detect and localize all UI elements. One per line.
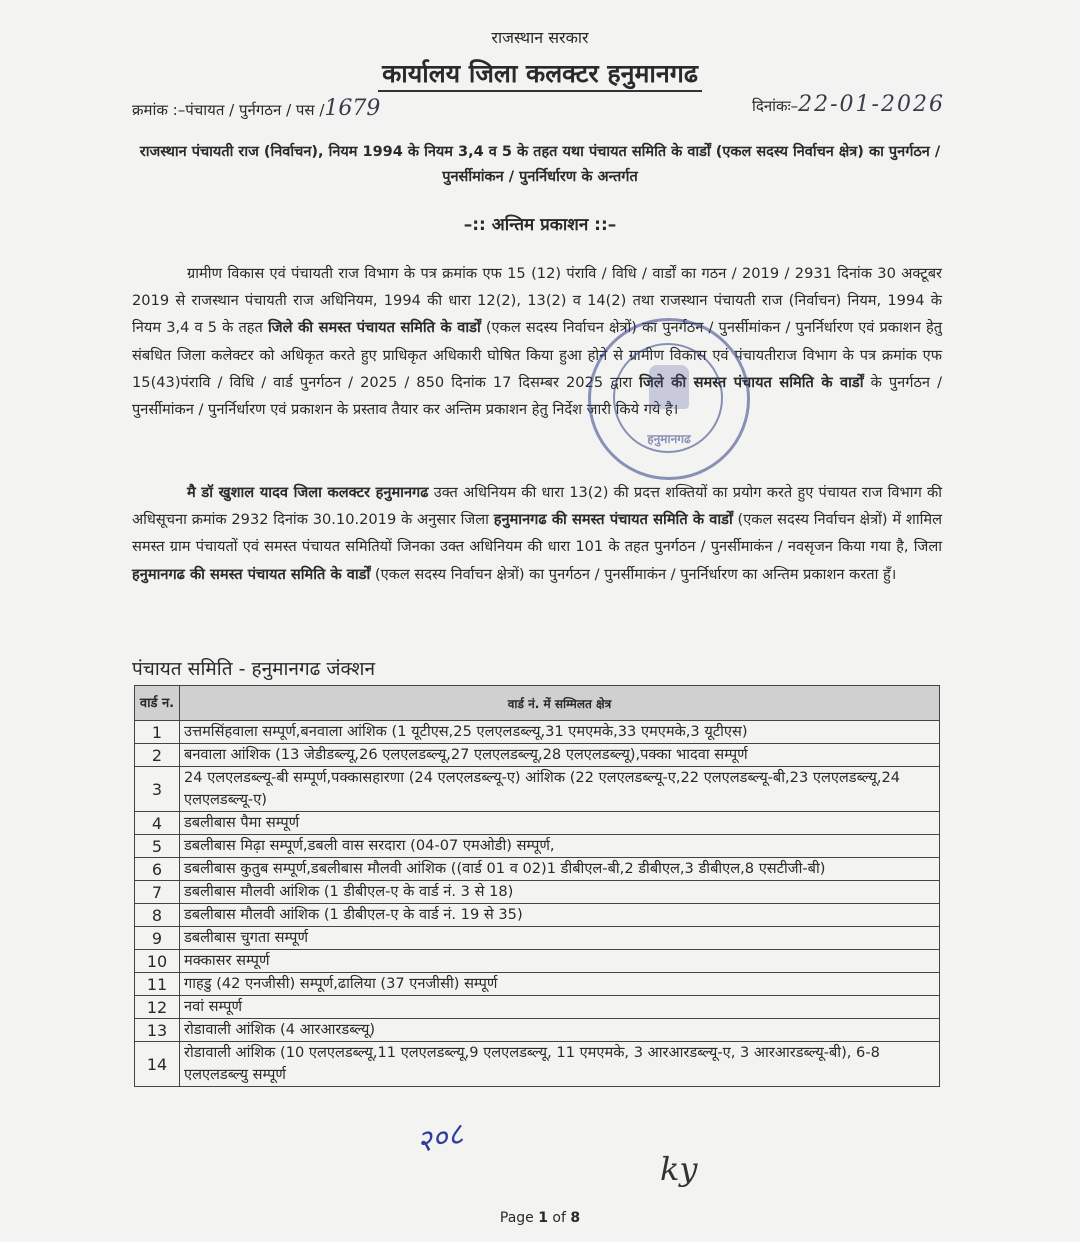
table-row — [135, 927, 940, 950]
ward-number: 14 — [135, 1042, 180, 1087]
ward-table — [134, 685, 940, 1087]
ward-area: बनवाला आंशिक (13 जेडीडब्ल्यू,26 एलएलडब्ल्यू,27 एलएलडब्ल्यू,28 एलएलडब्ल्यू),पक्का भादवा सम्पूर्ण — [180, 744, 940, 767]
table-row — [135, 767, 940, 812]
ward-number: 8 — [135, 904, 180, 927]
ward-number: 12 — [135, 996, 180, 1019]
ward-area: नवां सम्पूर्ण — [180, 996, 940, 1019]
ward-area: गाहडु (42 एनजीसी) सम्पूर्ण,ढालिया (37 एनजीसी) सम्पूर्ण — [180, 973, 940, 996]
section-title: पंचायत समिति - हनुमानगढ जंक्शन — [132, 658, 376, 680]
ward-area: रोडावाली आंशिक (10 एलएलडब्ल्यू,11 एलएलडब्ल्यू,9 एलएलडब्ल्यू, 11 एमएमके, 3 आरआरडब्ल्यू-ए, 3 आरआरडब्ल्यू-बी), 6-8 एलएलडब्ल्यु सम्पूर्ण — [180, 1042, 940, 1087]
signature-initial-1: २०८ — [413, 1116, 467, 1161]
paragraph-1-text-c: (एकल सदस्य निर्वाचन क्षेत्रों) का पुनर्गठन / पुनर्सीमांकन / पुनर्निर्धारण एवं प्रकाशन हेतु संबधित जिला कलेक्टर को अधिकृत करते हुए प्राधिकृत अधिकारी घोषित किया हुआ होने से ग्रामीण विकास एवं पंचायतीराज विभाग के पत्र क्रमांक एफ 15(43)पंरावि / विधि / वार्ड पुनर्गठन / 2025 / 850 दिनांक 17 दिसम्बर 2025 द्वारा — [132, 319, 943, 391]
ward-area: उत्तमसिंहवाला सम्पूर्ण,बनवाला आंशिक (1 यूटीएस,25 एलएलडब्ल्यू,31 एमएमके,33 एमएमके,3 यूटीएस) — [180, 721, 940, 744]
paragraph-2-bold-1: मै डॉ खुशाल यादव जिला कलक्टर हनुमानगढ — [187, 484, 429, 501]
paragraph-1-text-a: ग्रामीण विकास एवं पंचायती राज विभाग के पत्र क्रमांक एफ 15 (12) पंरावि / विधि / वार्डों का गठन / 2019 / 2931 दिनांक 30 अक्टूबर 2019 से राजस्थान पंचायती राज अधिनियम, 1994 की धारा 12(2), 13(2) व 14(2) तथा राजस्थान पंचायती राज (निर्वाचन) नियम, 1994 के नियम 3,4 व 5 के तहत — [132, 265, 942, 337]
date-line — [752, 92, 945, 117]
paragraph-1-bold-2: जिले की समस्त पंचायत समिति के वार्डों — [639, 373, 864, 391]
office-title-text: कार्यालय जिला कलक्टर हनुमानगढ — [378, 59, 702, 92]
ward-area: डबलीबास कुतुब सम्पूर्ण,डबलीबास मौलवी आंशिक ((वार्ड 01 व 02)1 डीबीएल-बी,2 डीबीएल,3 डीबीएल,8 एसटीजी-बी) — [180, 858, 940, 881]
ward-number: 5 — [135, 835, 180, 858]
ward-area: डबलीबास पैमा सम्पूर्ण — [180, 812, 940, 835]
table-row — [135, 835, 940, 858]
page-footer — [0, 1210, 1080, 1226]
date-value: 22-01-2026 — [798, 92, 945, 117]
ward-area: डबलीबास मौलवी आंशिक (1 डीबीएल-ए के वार्ड नं. 19 से 35) — [180, 904, 940, 927]
seal-text: हनुमानगढ — [647, 432, 691, 446]
table-row — [135, 1019, 940, 1042]
table-row — [135, 744, 940, 767]
ward-area: रोडावाली आंशिक (4 आरआरडब्ल्यू) — [180, 1019, 940, 1042]
subject-line: राजस्थान पंचायती राज (निर्वाचन), नियम 1994 के नियम 3,4 व 5 के तहत यथा पंचायत समिति के वार्डों (एकल सदस्य निर्वाचन क्षेत्र) का पुनर्गठन / पुनर्सीमांकन / पुनर्निर्धारण के अन्तर्गत — [139, 144, 941, 185]
reference-number: 1679 — [324, 96, 381, 121]
ward-number: 9 — [135, 927, 180, 950]
paragraph-1 — [132, 260, 942, 423]
date-label: दिनांकः– — [752, 97, 799, 115]
signature-initial-2: ky — [660, 1150, 698, 1188]
office-title — [0, 56, 1080, 90]
ward-number: 6 — [135, 858, 180, 881]
table-row — [135, 881, 940, 904]
ward-number: 1 — [135, 721, 180, 744]
reference-line — [132, 96, 380, 121]
table-row — [135, 904, 940, 927]
ward-number: 2 — [135, 744, 180, 767]
ward-area: डबलीबास चुगता सम्पूर्ण — [180, 927, 940, 950]
paragraph-1-bold-1: जिले की समस्त पंचायत समिति के वार्डों — [268, 319, 481, 337]
paragraph-2-text-c: (एकल सदस्य निर्वाचन क्षेत्रों) में शामिल समस्त ग्राम पंचायतों एवं समस्त पंचायत समितियों जिनका उक्त अधिनियम की धारा 101 के तहत पुनर्गठन / पुनर्सीमाकंन / नवसृजन किया गया है, जिला — [132, 511, 943, 556]
table-row — [135, 996, 940, 1019]
page-prefix: Page — [499, 1210, 539, 1226]
table-row — [135, 812, 940, 835]
table-row — [135, 858, 940, 881]
table-row — [135, 1042, 940, 1087]
paragraph-2-text-d: (एकल सदस्य निर्वाचन क्षेत्रों) का पुनर्गठन / पुनर्सीमाकंन / पुनर्निर्धारण का अन्तिम प्रकाशन करता हुँ। — [370, 565, 897, 583]
ward-table-header-row — [135, 686, 940, 721]
government-name: राजस्थान सरकार — [491, 28, 589, 47]
ward-area: डबलीबास मिढ़ा सम्पूर्ण,डबली वास सरदारा (04-07 एमओडी) सम्पूर्ण, — [180, 835, 940, 858]
ward-area: डबलीबास मौलवी आंशिक (1 डीबीएल-ए के वार्ड नं. 3 से 18) — [180, 881, 940, 904]
ward-number-header: वार्ड न. — [135, 686, 180, 721]
table-row — [135, 973, 940, 996]
ward-number: 4 — [135, 812, 180, 835]
paragraph-2-bold-2: हनुमानगढ की समस्त पंचायत समिति के वार्डों — [493, 511, 733, 529]
ward-number: 3 — [135, 767, 180, 812]
ward-area-header: वार्ड नं. में सम्मिलत क्षेत्र — [180, 686, 940, 721]
final-publication-heading: –:: अन्तिम प्रकाशन ::– — [463, 215, 617, 235]
ward-area: मक्कासर सम्पूर्ण — [180, 950, 940, 973]
page-total: 8 — [570, 1210, 581, 1226]
ward-number: 7 — [135, 881, 180, 904]
ward-area: 24 एलएलडब्ल्यू-बी सम्पूर्ण,पक्कासहारणा (24 एलएलडब्ल्यू-ए) आंशिक (22 एलएलडब्ल्यू-ए,22 एलएलडब्ल्यू-बी,23 एलएलडब्ल्यू,24 एलएलडब्ल्यू-ए) — [180, 767, 940, 812]
paragraph-1-text-d: के पुनर्गठन / पुनर्सीमांकन / पुनर्निर्धारण एवं प्रकाशन के प्रस्ताव तैयार कर अन्तिम प्रकाशन हेतु निर्देश जारी किये गये है। — [132, 373, 942, 419]
paragraph-2 — [132, 479, 942, 588]
paragraph-2-text-a: उक्त अधिनियम की धारा 13(2) की प्रदत्त शक्तियों का प्रयोग करते हुए पंचायत राज विभाग की अधिसूचना क्रमांक 2932 दिनांक 30.10.2019 के अनुसार जिला — [132, 484, 943, 529]
table-row — [135, 950, 940, 973]
ward-number: 13 — [135, 1019, 180, 1042]
table-row — [135, 721, 940, 744]
page-middle: of — [547, 1210, 571, 1226]
ward-number: 11 — [135, 973, 180, 996]
reference-label: क्रमांक :–पंचायत / पुर्नगठन / पस / — [132, 101, 325, 119]
page-current: 1 — [538, 1210, 548, 1226]
ward-number: 10 — [135, 950, 180, 973]
paragraph-2-bold-3: हनुमानगढ की समस्त पंचायत समिति के वार्डों — [132, 565, 371, 583]
